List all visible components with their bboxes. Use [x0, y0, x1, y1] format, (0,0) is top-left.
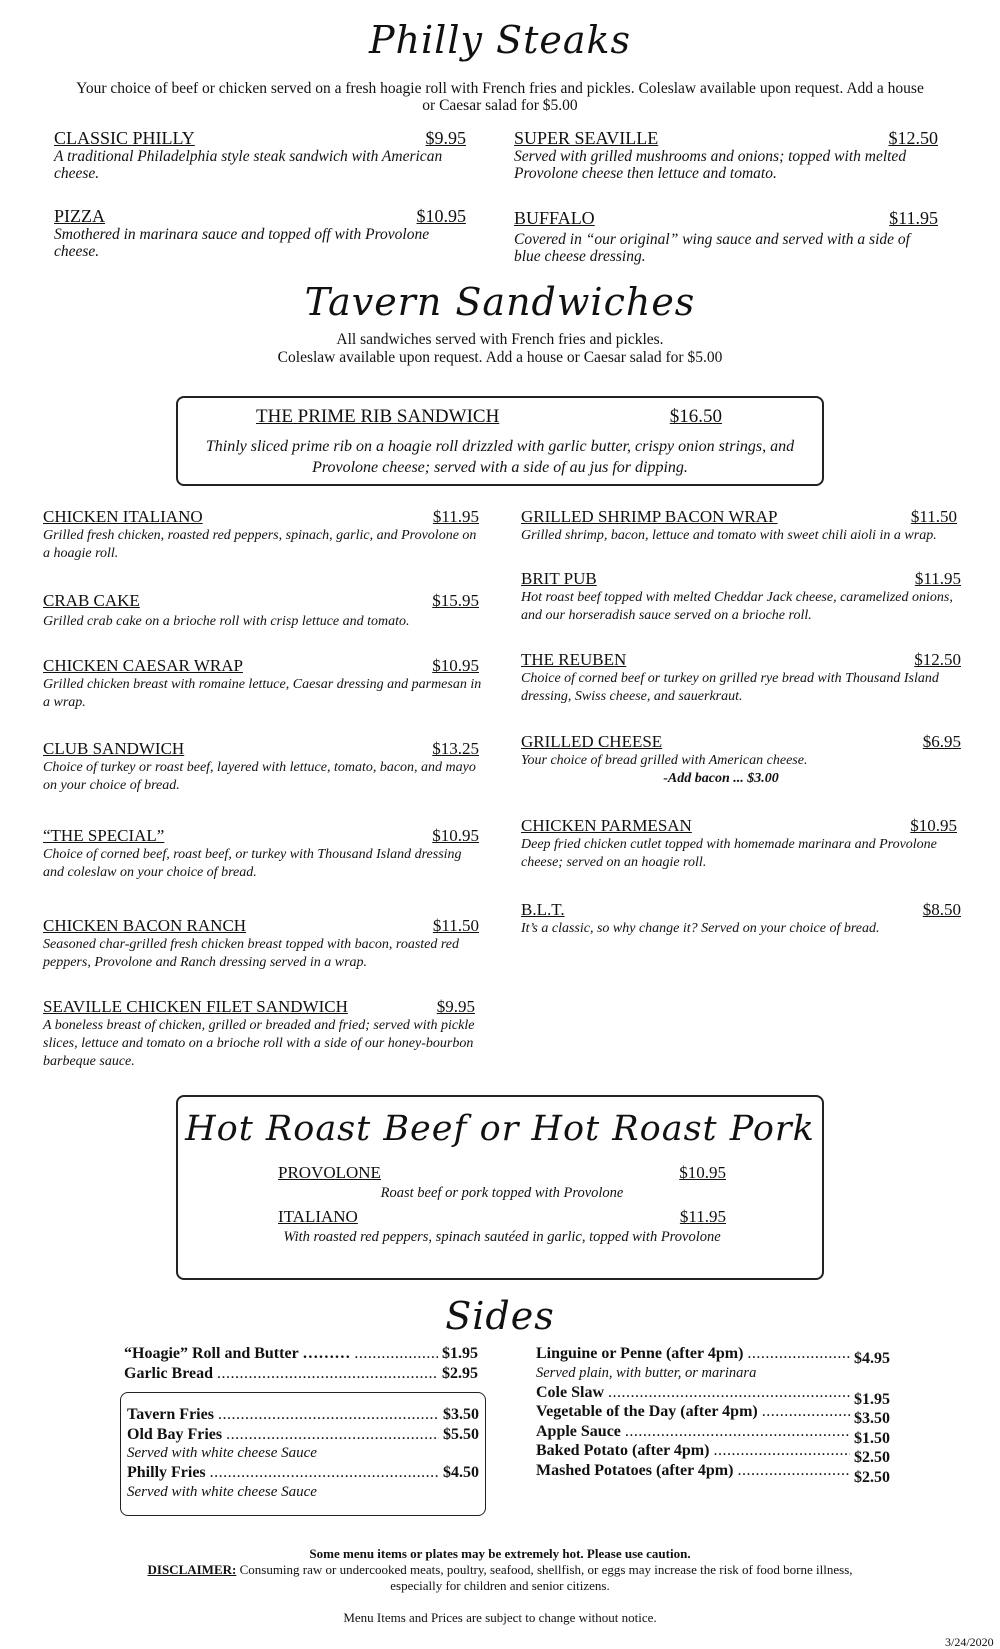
item-description: With roasted red peppers, spinach sautéed in garlic, topped with Provolone	[283, 1229, 721, 1245]
item-description: Grilled shrimp, bacon, lettuce and tomato with sweet chili aioli in a wrap.	[521, 528, 937, 543]
item-name: “THE SPECIAL”	[43, 826, 165, 845]
item-name: BRIT PUB	[521, 569, 597, 588]
item-description: Grilled crab cake on a brioche roll with crisp lettuce and tomato.	[43, 614, 410, 629]
philly-title: Philly Steaks	[368, 18, 632, 62]
side-item: Old Bay Fries ..... $5.50	[127, 1425, 479, 1445]
price-notice: Menu Items and Prices are subject to change without notice.	[343, 1610, 657, 1625]
caution-note: Some menu items or plates may be extremely hot. Please use caution.	[309, 1546, 691, 1561]
hot-roast-box	[176, 1095, 824, 1280]
menu-date: 3/24/2020	[945, 1635, 994, 1649]
item-price: $6.95	[922, 732, 961, 751]
featured-item-name: THE PRIME RIB SANDWICH	[256, 406, 500, 427]
side-item: “Hoagie” Roll and Butter ……… ..... $1.95	[124, 1344, 478, 1364]
item-price: $9.95	[425, 128, 466, 148]
item-price: $10.95	[432, 826, 479, 845]
item-name: PIZZA	[54, 206, 105, 226]
menu-item-grilled-cheese	[521, 732, 961, 788]
item-price: $15.95	[432, 591, 479, 610]
item-name: CHICKEN PARMESAN	[521, 816, 692, 835]
sides-left-top	[124, 1344, 478, 1383]
item-name: B.L.T.	[521, 900, 565, 919]
item-description: Covered in “our original” wing sauce and served with a side of blue cheese dressing.	[514, 231, 910, 265]
item-price: $11.95	[679, 1207, 726, 1226]
tavern-intro-line2: Coleslaw available upon request. Add a house or Caesar salad for $5.00	[277, 349, 723, 366]
featured-item-box	[176, 396, 824, 486]
menu-item-chicken-caesar-wrap	[43, 656, 485, 712]
item-description: Choice of turkey or roast beef, layered with lettuce, tomato, bacon, and mayo on your choice of bread.	[43, 760, 476, 793]
roast-item-provolone	[278, 1163, 726, 1202]
menu-item-brit-pub	[521, 569, 961, 625]
item-description: Seasoned char-grilled fresh chicken breast topped with bacon, roasted red peppers, Provolone and Ranch dressing served in a wrap.	[43, 937, 460, 970]
item-price: $11.50	[432, 916, 479, 935]
item-name: SEAVILLE CHICKEN FILET SANDWICH	[43, 997, 348, 1016]
item-description: Hot roast beef topped with melted Cheddar Jack cheese, caramelized onions, and our horseradish sauce served on a brioche roll.	[521, 590, 953, 623]
item-name: PROVOLONE	[278, 1163, 381, 1182]
item-description: Served with grilled mushrooms and onions; topped with melted Provolone cheese then lettuce and tomato.	[514, 148, 907, 182]
sides-title: Sides	[445, 1294, 555, 1338]
item-name: CHICKEN CAESAR WRAP	[43, 656, 243, 675]
item-description: Choice of corned beef or turkey on grilled rye bread with Thousand Island dressing, Swiss cheese, and sauerkraut.	[521, 671, 939, 704]
item-description: A traditional Philadelphia style steak sandwich with American cheese.	[54, 148, 443, 182]
item-price: $8.50	[922, 900, 961, 919]
roast-item-italiano	[278, 1207, 726, 1246]
side-note: Served with white cheese Sauce	[127, 1483, 317, 1500]
item-description: A boneless breast of chicken, grilled or breaded and fried; served with pickle slices, lettuce and tomato on a brioche roll with a side of our honey-bourbon barbeque sauce.	[43, 1018, 475, 1069]
add-bacon-note: -Add bacon ... $3.00	[663, 771, 779, 786]
item-price: $10.95	[432, 656, 479, 675]
menu-item-seaville-chicken-filet	[43, 997, 479, 1071]
disclaimer	[0, 1562, 1000, 1578]
menu-item-super-seaville	[514, 128, 938, 182]
item-name: THE REUBEN	[521, 650, 627, 669]
item-name: ITALIANO	[278, 1207, 358, 1226]
disclaimer-text: Consuming raw or undercooked meats, poultry, seafood, shellfish, or eggs may increase the risk of food borne illness,	[236, 1562, 853, 1577]
side-item: Vegetable of the Day (after 4pm) ..... $3.50	[536, 1402, 890, 1422]
item-price: $10.95	[679, 1163, 726, 1182]
side-item: Philly Fries ..... $4.50	[127, 1463, 479, 1483]
item-description: Roast beef or pork topped with Provolone	[380, 1185, 624, 1201]
menu-item-pizza	[54, 206, 466, 260]
item-price: $11.95	[889, 208, 938, 228]
disclaimer-label: DISCLAIMER:	[147, 1562, 237, 1577]
menu-item-chicken-parmesan	[521, 816, 957, 872]
item-price: $12.50	[888, 128, 938, 148]
item-name: CHICKEN BACON RANCH	[43, 916, 247, 935]
item-price: $13.25	[432, 739, 479, 758]
fries-box	[120, 1392, 486, 1516]
menu-item-chicken-bacon-ranch	[43, 916, 479, 972]
item-price: $11.95	[432, 507, 479, 526]
hot-roast-title: Hot Roast Beef or Hot Roast Pork	[185, 1109, 815, 1149]
item-price: $11.95	[914, 569, 961, 588]
menu-item-classic-philly	[54, 128, 466, 182]
menu-item-crab-cake	[43, 591, 479, 631]
menu-item-club-sandwich	[43, 739, 479, 795]
side-note: Served plain, with butter, or marinara	[536, 1364, 757, 1381]
side-item: Baked Potato (after 4pm) ..... $2.50	[536, 1441, 890, 1461]
side-item: Apple Sauce ..... $1.50	[536, 1422, 890, 1442]
featured-item-price: $16.50	[669, 406, 722, 427]
item-name: GRILLED SHRIMP BACON WRAP	[521, 507, 778, 526]
item-price: $9.95	[436, 997, 475, 1016]
item-price: $12.50	[914, 650, 961, 669]
menu-item-buffalo	[514, 208, 938, 265]
side-item: Mashed Potatoes (after 4pm) ..... $2.50	[536, 1461, 890, 1481]
item-description: Grilled chicken breast with romaine lettuce, Caesar dressing and parmesan in a wrap.	[43, 677, 482, 710]
item-price: $11.50	[910, 507, 957, 526]
item-name: SUPER SEAVILLE	[514, 128, 659, 148]
item-description: Choice of corned beef, roast beef, or turkey with Thousand Island dressing and coleslaw on your choice of bread.	[43, 847, 462, 880]
side-note: Served with white cheese Sauce	[127, 1445, 317, 1461]
tavern-intro-line1: All sandwiches served with French fries and pickles.	[336, 331, 664, 348]
item-name: CHICKEN ITALIANO	[43, 507, 203, 526]
philly-intro: Your choice of beef or chicken served on a fresh hoagie roll with French fries and pickles. Coleslaw available upon request. Add a house or Caesar salad for $5.00	[76, 80, 924, 114]
item-description: Your choice of bread grilled with American cheese.	[521, 753, 808, 768]
menu-item-grilled-shrimp-bacon-wrap	[521, 507, 957, 545]
item-description: It’s a classic, so why change it? Served on your choice of bread.	[521, 921, 880, 936]
menu-item-the-reuben	[521, 650, 961, 706]
item-name: CLASSIC PHILLY	[54, 128, 195, 148]
side-item: Cole Slaw ..... $1.95	[536, 1383, 890, 1403]
item-price: $10.95	[416, 206, 466, 226]
side-item: Tavern Fries ..... $3.50	[127, 1405, 479, 1425]
menu-item-the-special	[43, 826, 479, 882]
disclaimer-text-2: especially for children and senior citizens.	[390, 1578, 610, 1593]
tavern-title: Tavern Sandwiches	[304, 280, 696, 324]
item-price: $10.95	[910, 816, 957, 835]
item-name: CLUB SANDWICH	[43, 739, 185, 758]
sides-right	[536, 1344, 890, 1486]
item-description: Deep fried chicken cutlet topped with homemade marinara and Provolone cheese; served on an hoagie roll.	[521, 837, 937, 870]
menu-item-blt	[521, 900, 961, 938]
side-item: Garlic Bread ..... $2.95	[124, 1364, 478, 1384]
menu-item-chicken-italiano	[43, 507, 479, 563]
featured-item-description: Thinly sliced prime rib on a hoagie roll drizzled with garlic butter, crispy onion strings, and Provolone cheese; served with a side of au jus for dipping.	[205, 438, 795, 476]
item-name: CRAB CAKE	[43, 591, 140, 610]
item-description: Grilled fresh chicken, roasted red peppers, spinach, garlic, and Provolone on a hoagie roll.	[43, 528, 477, 561]
item-name: GRILLED CHEESE	[521, 732, 663, 751]
item-description: Smothered in marinara sauce and topped off with Provolone cheese.	[54, 226, 430, 260]
side-item: Linguine or Penne (after 4pm) ..... $4.95	[536, 1344, 890, 1364]
item-name: BUFFALO	[514, 208, 595, 228]
